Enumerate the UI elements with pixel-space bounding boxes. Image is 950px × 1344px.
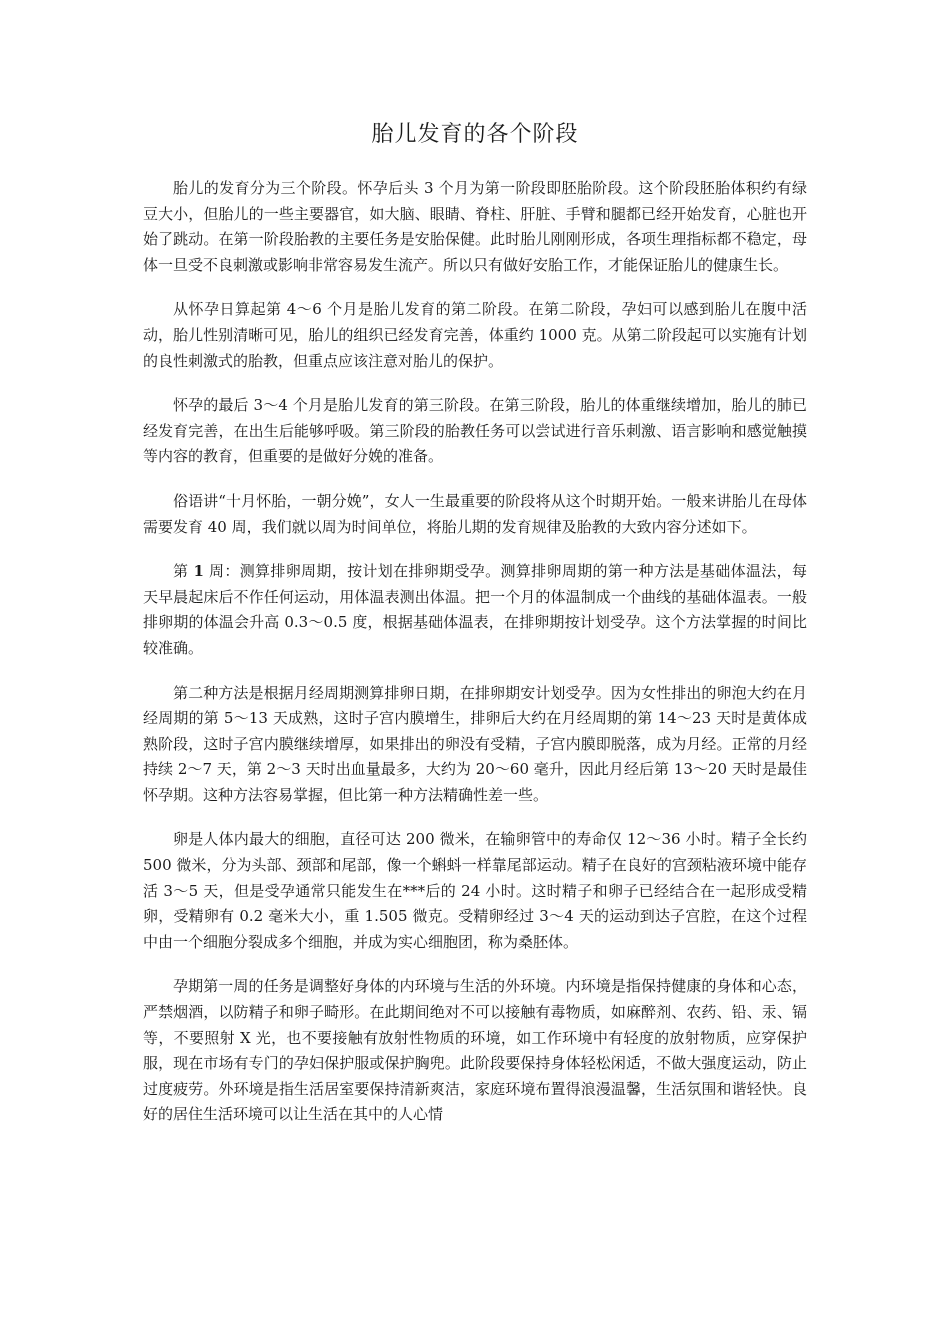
paragraph-stage-one: 胎儿的发育分为三个阶段。怀孕后头 3 个月为第一阶段即胚胎阶段。这个阶段胚胎体积约有绿豆大小，但胎儿的一些主要器官，如大脑、眼睛、脊柱、肝脏、手臂和腿都已经开始发育，心脏也开始了跳动。在第一阶段胎教的主要任务是安胎保健。此时胎儿刚刚形成，各项生理指标都不稳定，母体一旦受不良刺激或影响非常容易发生流产。所以只有做好安胎工作，才能保证胎儿的健康生长。 [143, 179, 807, 274]
week-one-text: 测算排卵周期，按计划在排卵期受孕。测算排卵周期的第一种方法是基础体温法，每天早晨起床后不作任何运动，用体温表测出体温。把一个月的体温制成一个曲线的基础体温表。一般排卵期的体温会升高 0.3～0.5 度，根据基础体温表，在排卵期按计划受孕。这个方法掌握的时间比较准确。 [143, 562, 807, 657]
paragraph-stage-two: 从怀孕日算起第 4～6 个月是胎儿发育的第二阶段。在第二阶段，孕妇可以感到胎儿在腹中活动，胎儿性别清晰可见，胎儿的组织已经发育完善，体重约 1000 克。从第二阶段起可以实施有计划的良性刺激式的胎教，但重点应该注意对胎儿的保护。 [143, 300, 807, 370]
document-body [143, 176, 807, 1147]
week-one-prefix: 第 [173, 562, 194, 581]
paragraph-stage-three: 怀孕的最后 3～4 个月是胎儿发育的第三阶段。在第三阶段，胎儿的体重继续增加，胎儿的肺已经发育完善，在出生后能够呼吸。第三阶段的胎教任务可以尝试进行音乐刺激、语言影响和感觉触摸等内容的教育，但重要的是做好分娩的准备。 [143, 396, 807, 466]
paragraph-second-method: 第二种方法是根据月经周期测算排卵日期，在排卵期安计划受孕。因为女性排出的卵泡大约在月经周期的第 5～13 天成熟，这时子宫内膜增生，排卵后大约在月经周期的第 14～23 天时是黄体成熟阶段，这时子宫内膜继续增厚，如果排出的卵没有受精，子宫内膜即脱落，成为月经。正常的月经持续 2～7 天，第 2～3 天时出血量最多，大约为 20～60 毫升，因此月经后第 13～20 天时是最佳怀孕期。这种方法容易掌握，但比第一种方法精确性差一些。 [143, 683, 807, 804]
week-one-suffix: 周： [203, 562, 240, 581]
document-title: 胎儿发育的各个阶段 [371, 122, 579, 147]
paragraph-forty-weeks: 俗语讲“十月怀胎，一朝分娩”，女人一生最重要的阶段将从这个时期开始。一般来讲胎儿在母体需要发育 40 周，我们就以周为时间单位，将胎儿期的发育规律及胎教的大致内容分述如下。 [143, 491, 807, 536]
paragraph-week-one-tasks: 孕期第一周的任务是调整好身体的内环境与生活的外环境。内环境是指保持健康的身体和心态，严禁烟酒，以防精子和卵子畸形。在此期间绝对不可以接触有毒物质，如麻醉剂、农药、铅、汞、镉等，不要照射 X 光，也不要接触有放射性物质的环境，如工作环境中有轻度的放射物质，应穿保护服，现在市场有专门的孕妇保护服或保护胸兜。此阶段要保持身体轻松闲适，不做大强度运动，防止过度疲劳。外环境是指生活居室要保持清新爽洁，家庭环境布置得浪漫温馨，生活氛围和谐轻快。良好的居住生活环境可以让生活在其中的人心情 [143, 977, 807, 1124]
week-one-number: 1 [193, 562, 204, 581]
paragraph-ovum-sperm: 卵是人体内最大的细胞，直径可达 200 微米，在输卵管中的寿命仅 12～36 小时。精子全长约 500 微米，分为头部、颈部和尾部，像一个蝌蚪一样靠尾部运动。精子在良好的宫颈粘液环境中能存活 3～5 天，但是受孕通常只能发生在***后的 24 小时。这时精子和卵子已经结合在一起形成受精卵，受精卵有 0.2 毫米大小，重 1.505 微克。受精卵经过 3～4 天的运动到达子宫腔，在这个过程中由一个细胞分裂成多个细胞，并成为实心细胞团，称为桑胚体。 [143, 830, 807, 951]
paragraph-week-one [143, 559, 807, 661]
